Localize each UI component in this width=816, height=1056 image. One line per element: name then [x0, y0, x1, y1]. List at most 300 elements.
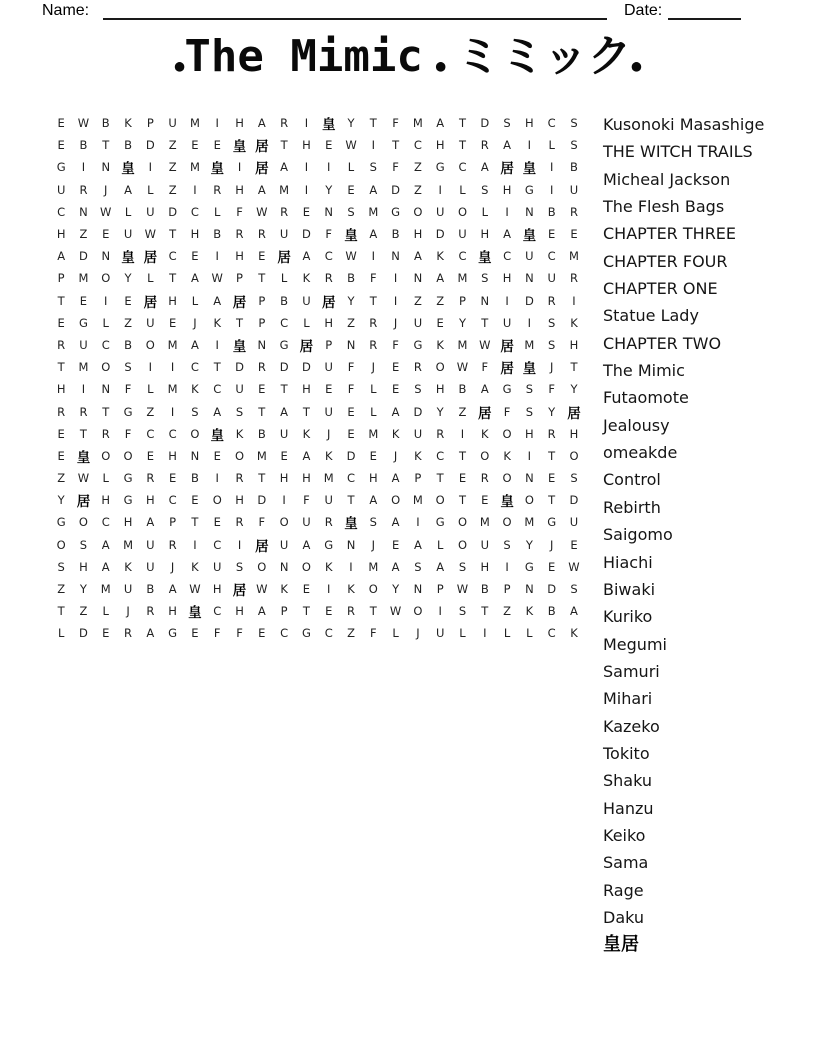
grid-letter: A: [146, 515, 155, 530]
grid-letter: A: [503, 138, 512, 153]
grid-letter: L: [303, 315, 310, 330]
grid-letter: D: [524, 293, 534, 308]
grid-letter: H: [435, 382, 445, 397]
grid-letter: T: [79, 426, 87, 441]
grid-letter: Z: [413, 160, 422, 175]
grid-letter: P: [236, 271, 243, 286]
grid-letter: D: [435, 227, 445, 242]
grid-letter: I: [371, 249, 375, 264]
grid-letter: U: [525, 249, 534, 264]
grid-letter: G: [301, 626, 311, 641]
grid-letter: P: [146, 116, 154, 131]
grid-letter: M: [256, 448, 267, 463]
grid-letter: E: [436, 315, 444, 330]
grid-letter: Y: [57, 493, 65, 508]
word-list-item: Kuriko: [603, 607, 653, 627]
grid-letter: I: [193, 182, 197, 197]
grid-letter: I: [148, 360, 153, 375]
grid-letter: K: [302, 426, 311, 441]
grid-letter: N: [101, 249, 111, 264]
grid-letter: F: [213, 626, 221, 641]
grid-letter: S: [570, 138, 578, 153]
grid-letter: 居: [76, 494, 91, 511]
grid-letter: D: [480, 116, 490, 131]
grid-letter: L: [459, 626, 466, 641]
word-list-item: omeakde: [603, 443, 678, 463]
grid-letter: E: [57, 315, 65, 330]
grid-letter: A: [369, 182, 378, 197]
grid-letter: R: [369, 337, 378, 352]
grid-letter: C: [458, 160, 467, 175]
grid-letter: 皇: [188, 605, 202, 622]
grid-letter: O: [78, 515, 88, 530]
grid-letter: H: [235, 604, 244, 619]
grid-letter: U: [435, 204, 445, 219]
grid-letter: O: [190, 426, 200, 441]
word-list-item: CHAPTER ONE: [603, 279, 718, 299]
grid-letter: L: [392, 626, 399, 641]
grid-letter: S: [235, 559, 244, 574]
grid-letter: S: [369, 160, 377, 175]
grid-letter: Z: [79, 604, 88, 619]
grid-letter: T: [347, 493, 355, 508]
grid-letter: L: [370, 382, 377, 397]
grid-letter: W: [144, 227, 157, 242]
grid-letter: A: [369, 493, 378, 508]
grid-letter: I: [170, 360, 175, 375]
word-list-item: Daku: [603, 907, 645, 927]
grid-letter: J: [104, 182, 108, 197]
grid-letter: B: [124, 337, 132, 352]
grid-letter: D: [257, 493, 267, 508]
grid-letter: H: [302, 471, 311, 486]
grid-letter: H: [168, 604, 177, 619]
grid-letter: E: [168, 471, 177, 486]
word-search-grid: [50, 112, 585, 645]
grid-letter: E: [191, 493, 199, 508]
grid-letter: W: [77, 471, 90, 486]
grid-letter: I: [505, 293, 509, 308]
grid-letter: O: [502, 515, 512, 530]
grid-letter: K: [570, 315, 578, 330]
grid-letter: F: [392, 337, 399, 352]
grid-letter: E: [391, 360, 400, 375]
grid-letter: O: [279, 515, 289, 530]
grid-letter: Y: [325, 182, 333, 197]
grid-letter: E: [347, 404, 355, 419]
grid-letter: Z: [57, 471, 66, 486]
grid-letter: H: [146, 493, 155, 508]
grid-letter: H: [168, 448, 177, 463]
grid-letter: 皇: [321, 117, 336, 134]
grid-letter: J: [549, 360, 554, 375]
grid-letter: 皇: [344, 516, 358, 533]
grid-letter: U: [235, 382, 244, 397]
grid-letter: Y: [458, 315, 466, 330]
grid-letter: M: [167, 382, 178, 397]
grid-letter: P: [459, 293, 466, 308]
grid-letter: F: [392, 116, 399, 131]
grid-letter: C: [101, 515, 110, 530]
grid-letter: D: [391, 182, 401, 197]
grid-letter: A: [302, 448, 311, 463]
grid-letter: M: [323, 471, 334, 486]
grid-letter: A: [257, 604, 266, 619]
grid-letter: A: [503, 227, 512, 242]
grid-letter: H: [123, 515, 133, 530]
grid-letter: 居: [500, 161, 514, 178]
grid-letter: U: [146, 537, 155, 552]
grid-letter: D: [547, 582, 557, 597]
grid-letter: L: [347, 160, 355, 175]
grid-letter: R: [280, 204, 289, 219]
grid-letter: R: [369, 315, 378, 330]
grid-letter: E: [191, 249, 199, 264]
grid-letter: K: [503, 448, 511, 463]
grid-letter: M: [524, 515, 535, 530]
grid-letter: E: [347, 426, 355, 441]
grid-letter: T: [458, 116, 466, 131]
grid-letter: E: [124, 293, 132, 308]
grid-letter: T: [258, 471, 266, 486]
grid-letter: Y: [525, 537, 533, 552]
title-dot: ●: [174, 56, 185, 75]
grid-letter: A: [391, 471, 400, 486]
grid-letter: L: [503, 626, 511, 641]
grid-letter: C: [213, 537, 222, 552]
grid-letter: O: [301, 559, 311, 574]
grid-letter: R: [324, 515, 333, 530]
grid-letter: K: [124, 559, 132, 574]
grid-letter: 皇: [522, 228, 537, 245]
grid-letter: K: [391, 426, 400, 441]
grid-letter: I: [215, 471, 219, 486]
grid-letter: A: [146, 626, 155, 641]
grid-letter: A: [413, 537, 422, 552]
grid-letter: U: [279, 426, 289, 441]
grid-letter: E: [481, 493, 489, 508]
word-list-item: Micheal Jackson: [603, 169, 731, 189]
grid-letter: A: [391, 515, 400, 530]
grid-letter: A: [57, 249, 66, 264]
grid-letter: 居: [232, 583, 247, 600]
grid-letter: R: [347, 604, 355, 619]
grid-letter: A: [280, 160, 289, 175]
grid-letter: S: [481, 271, 489, 286]
grid-letter: E: [458, 471, 467, 486]
grid-letter: I: [327, 160, 331, 175]
grid-letter: L: [214, 204, 221, 219]
grid-letter: T: [302, 604, 310, 619]
word-list-item: Biwaki: [603, 579, 656, 599]
grid-letter: N: [257, 337, 267, 352]
word-list-item: Sama: [603, 853, 649, 873]
grid-letter: M: [368, 426, 379, 441]
grid-letter: S: [414, 382, 422, 397]
grid-letter: L: [102, 315, 109, 330]
grid-letter: 居: [255, 139, 269, 156]
grid-letter: W: [479, 337, 491, 352]
grid-letter: H: [279, 471, 289, 486]
grid-letter: Y: [347, 293, 355, 308]
grid-letter: K: [324, 559, 333, 574]
grid-letter: O: [56, 537, 66, 552]
grid-letter: A: [124, 182, 132, 197]
grid-letter: H: [413, 227, 423, 242]
grid-letter: T: [481, 604, 489, 619]
grid-letter: T: [392, 138, 400, 153]
grid-letter: C: [324, 626, 333, 641]
grid-letter: N: [525, 582, 534, 597]
grid-letter: H: [368, 471, 378, 486]
grid-letter: R: [547, 426, 556, 441]
date-blank-line: [668, 0, 741, 20]
grid-letter: I: [81, 382, 86, 397]
grid-letter: I: [237, 160, 242, 175]
grid-letter: 居: [500, 338, 514, 355]
grid-letter: B: [547, 204, 556, 219]
grid-letter: I: [215, 337, 219, 352]
grid-letter: E: [391, 537, 400, 552]
grid-letter: R: [257, 227, 266, 242]
grid-letter: O: [413, 604, 423, 619]
grid-letter: O: [257, 559, 267, 574]
title-english: The Mimic: [184, 31, 423, 82]
grid-letter: R: [124, 626, 133, 641]
grid-letter: O: [480, 448, 490, 463]
grid-letter: P: [503, 582, 511, 597]
grid-letter: O: [101, 448, 111, 463]
grid-letter: I: [282, 493, 286, 508]
grid-letter: Z: [503, 604, 512, 619]
grid-letter: J: [371, 360, 375, 375]
grid-letter: M: [569, 249, 579, 264]
grid-letter: F: [303, 493, 310, 508]
grid-letter: H: [502, 182, 512, 197]
grid-letter: E: [570, 537, 578, 552]
word-list-item: Keiko: [603, 825, 646, 845]
grid-letter: I: [148, 160, 153, 175]
word-list-item: CHAPTER FOUR: [603, 251, 728, 271]
grid-letter: T: [570, 360, 578, 375]
grid-letter: R: [413, 360, 422, 375]
grid-letter: 居: [255, 161, 269, 178]
grid-letter: L: [459, 182, 466, 197]
grid-letter: E: [258, 382, 266, 397]
grid-letter: Z: [168, 160, 177, 175]
grid-letter: O: [212, 493, 222, 508]
grid-letter: R: [547, 293, 556, 308]
grid-letter: B: [146, 582, 155, 597]
grid-letter: W: [256, 204, 268, 219]
grid-letter: M: [189, 160, 200, 175]
grid-letter: G: [123, 493, 133, 508]
grid-letter: G: [435, 515, 445, 530]
grid-letter: I: [193, 537, 197, 552]
grid-letter: B: [101, 116, 110, 131]
grid-letter: E: [57, 138, 65, 153]
grid-letter: E: [369, 448, 377, 463]
grid-letter: F: [124, 426, 132, 441]
grid-letter: G: [547, 515, 557, 530]
grid-letter: O: [502, 471, 512, 486]
grid-letter: 皇: [232, 338, 247, 355]
grid-letter: L: [280, 271, 288, 286]
grid-letter: C: [168, 249, 177, 264]
grid-letter: L: [57, 626, 65, 641]
grid-letter: A: [391, 404, 400, 419]
grid-letter: E: [57, 448, 65, 463]
grid-letter: H: [525, 116, 534, 131]
grid-letter: E: [325, 382, 333, 397]
grid-letter: B: [213, 227, 222, 242]
grid-letter: G: [279, 337, 289, 352]
grid-letter: D: [279, 360, 289, 375]
grid-letter: P: [258, 293, 266, 308]
grid-letter: H: [101, 493, 111, 508]
grid-letter: L: [436, 537, 444, 552]
grid-letter: O: [145, 337, 155, 352]
grid-letter: M: [100, 582, 111, 597]
grid-letter: P: [258, 315, 266, 330]
grid-letter: U: [213, 559, 222, 574]
grid-letter: E: [102, 227, 110, 242]
grid-letter: C: [213, 382, 222, 397]
grid-letter: A: [257, 116, 266, 131]
grid-letter: G: [123, 404, 133, 419]
grid-letter: E: [325, 604, 333, 619]
grid-letter: R: [101, 426, 110, 441]
grid-letter: 居: [232, 294, 247, 311]
grid-letter: R: [146, 471, 155, 486]
grid-letter: C: [146, 426, 155, 441]
grid-letter: A: [190, 337, 199, 352]
grid-letter: Z: [79, 227, 88, 242]
grid-letter: K: [436, 337, 444, 352]
grid-letter: B: [391, 227, 400, 242]
grid-letter: T: [102, 404, 110, 419]
grid-letter: T: [548, 448, 556, 463]
grid-letter: H: [324, 315, 334, 330]
grid-letter: E: [213, 448, 221, 463]
grid-letter: A: [436, 559, 445, 574]
word-list-item: Statue Lady: [603, 306, 699, 326]
grid-letter: N: [101, 160, 111, 175]
grid-letter: Z: [146, 404, 155, 419]
grid-letter: T: [548, 493, 556, 508]
grid-letter: D: [413, 404, 423, 419]
grid-letter: S: [57, 559, 65, 574]
grid-letter: I: [527, 138, 532, 153]
grid-letter: I: [81, 160, 86, 175]
grid-letter: M: [457, 337, 468, 352]
title-japanese: ミミック: [456, 31, 632, 82]
grid-letter: E: [213, 515, 221, 530]
grid-letter: 皇: [121, 250, 135, 267]
grid-letter: U: [413, 315, 423, 330]
grid-letter: S: [525, 382, 534, 397]
grid-letter: E: [548, 471, 556, 486]
grid-letter: G: [123, 471, 133, 486]
grid-letter: U: [547, 271, 556, 286]
grid-letter: R: [235, 227, 244, 242]
grid-letter: G: [168, 626, 178, 641]
grid-letter: O: [569, 448, 579, 463]
grid-letter: T: [436, 471, 444, 486]
grid-letter: H: [56, 227, 66, 242]
grid-letter: A: [369, 227, 378, 242]
grid-letter: H: [480, 559, 490, 574]
grid-letter: H: [480, 227, 490, 242]
grid-letter: T: [169, 271, 177, 286]
grid-letter: S: [458, 604, 467, 619]
grid-letter: T: [102, 138, 110, 153]
grid-letter: 皇: [76, 449, 91, 466]
grid-letter: N: [525, 471, 534, 486]
grid-letter: H: [525, 426, 534, 441]
grid-letter: F: [481, 360, 489, 375]
grid-letter: J: [416, 626, 420, 641]
grid-letter: I: [438, 182, 442, 197]
grid-letter: O: [391, 493, 401, 508]
grid-letter: M: [167, 337, 178, 352]
grid-letter: M: [368, 204, 379, 219]
grid-letter: N: [101, 382, 111, 397]
grid-letter: C: [101, 337, 110, 352]
grid-letter: T: [369, 293, 377, 308]
grid-letter: R: [213, 182, 222, 197]
grid-letter: O: [234, 448, 245, 463]
grid-letter: C: [168, 493, 177, 508]
grid-letter: O: [457, 204, 468, 219]
grid-letter: W: [568, 559, 580, 574]
grid-letter: N: [480, 293, 490, 308]
grid-letter: U: [279, 227, 289, 242]
grid-letter: E: [168, 315, 177, 330]
grid-letter: B: [480, 582, 489, 597]
grid-letter: W: [189, 582, 201, 597]
word-list-item: Samuri: [603, 661, 660, 681]
grid-letter: N: [79, 204, 88, 219]
grid-letter: A: [570, 604, 578, 619]
grid-letter: L: [548, 138, 555, 153]
grid-letter: P: [436, 582, 444, 597]
grid-letter: H: [79, 559, 88, 574]
grid-letter: C: [190, 204, 199, 219]
grid-letter: I: [349, 559, 353, 574]
grid-letter: U: [123, 582, 133, 597]
grid-letter: U: [480, 537, 489, 552]
word-list-item: Mihari: [603, 689, 653, 709]
grid-letter: P: [57, 271, 65, 286]
grid-letter: Z: [347, 315, 355, 330]
grid-letter: T: [458, 138, 466, 153]
grid-letter: A: [168, 582, 177, 597]
grid-letter: L: [147, 382, 154, 397]
word-list-item: Control: [603, 470, 661, 490]
grid-letter: M: [412, 493, 423, 508]
grid-letter: Z: [57, 582, 66, 597]
grid-letter: Y: [392, 582, 400, 597]
grid-letter: D: [145, 138, 155, 153]
grid-letter: U: [146, 315, 155, 330]
grid-letter: D: [79, 249, 88, 264]
grid-letter: D: [301, 227, 311, 242]
grid-letter: U: [502, 315, 512, 330]
grid-letter: G: [524, 559, 534, 574]
grid-letter: Z: [168, 138, 177, 153]
grid-letter: G: [391, 204, 401, 219]
